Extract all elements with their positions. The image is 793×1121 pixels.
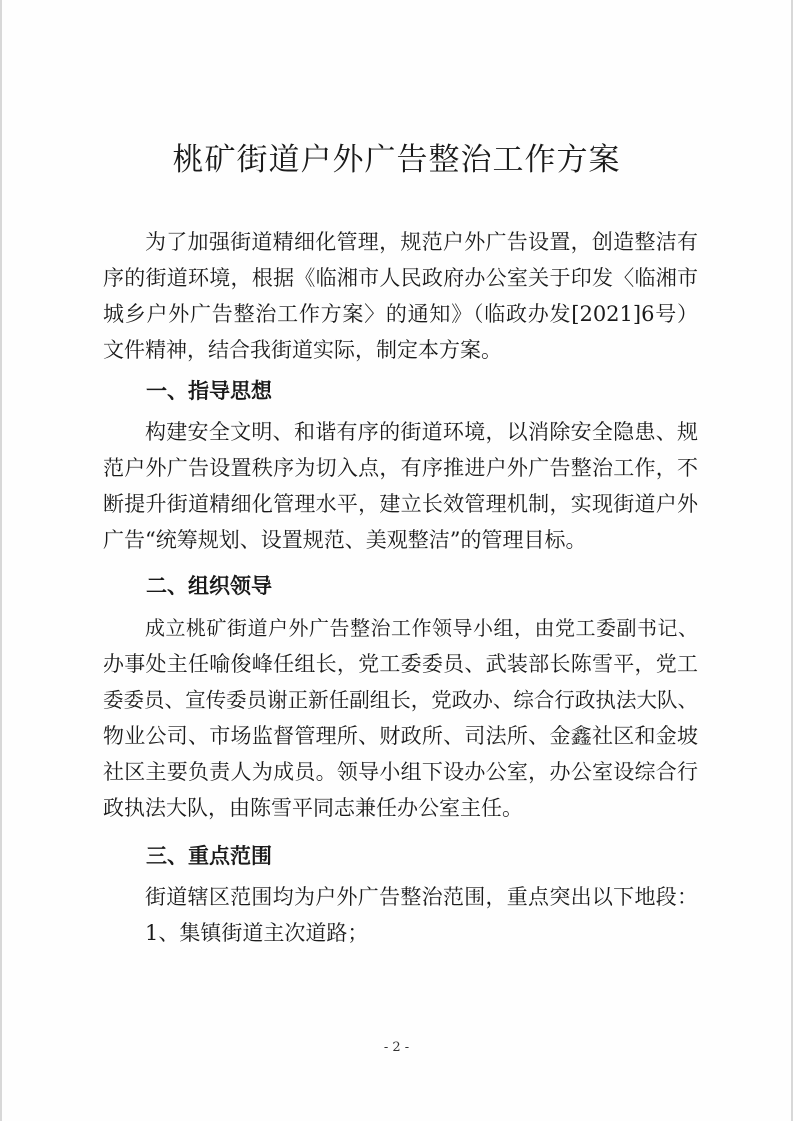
section-3-line: 街道辖区范围均为户外广告整治范围，重点突出以下地段：: [145, 885, 698, 909]
section-1-heading: 一、指导思想: [146, 379, 272, 403]
section-3-line: 1、集镇街道主次道路；: [145, 921, 369, 945]
section-2-line: 办事处主任喻俊峰任组长，党工委委员、武装部长陈雪平，党工: [103, 652, 698, 676]
section-2-heading: 二、组织领导: [146, 574, 272, 598]
section-1-line: 构建安全文明、和谐有序的街道环境，以消除安全隐患、规: [145, 420, 698, 444]
intro-line: 城乡户外广告整治工作方案〉的通知》（临政办发[2021]6号）: [103, 302, 698, 326]
section-3-heading: 三、重点范围: [146, 844, 272, 868]
section-2-line: 委委员、宣传委员谢正新任副组长，党政办、综合行政执法大队、: [103, 688, 698, 712]
document-title: 桃矿街道户外广告整治工作方案: [172, 142, 621, 178]
section-1-line: 广告“统筹规划、设置规范、美观整洁”的管理目标。: [103, 528, 587, 552]
section-1-line: 范户外广告设置秩序为切入点，有序推进户外广告整治工作，不: [103, 456, 698, 480]
section-3-paragraph: [103, 879, 698, 951]
section-1-paragraph: [103, 414, 698, 558]
section-2-line: 物业公司、市场监督管理所、财政所、司法所、金鑫社区和金坡: [103, 724, 698, 748]
section-2-line: 社区主要负责人为成员。领导小组下设办公室，办公室设综合行: [103, 760, 698, 784]
intro-line: 序的街道环境，根据《临湘市人民政府办公室关于印发〈临湘市: [103, 266, 698, 290]
intro-paragraph: [103, 224, 698, 368]
section-2-paragraph: [103, 610, 698, 826]
page-number: - 2 -: [383, 1040, 410, 1055]
intro-line: 文件精神，结合我街道实际，制定本方案。: [103, 338, 502, 362]
section-1-line: 断提升街道精细化管理水平，建立长效管理机制，实现街道户外: [103, 492, 698, 516]
section-2-line: 成立桃矿街道户外广告整治工作领导小组，由党工委副书记、: [145, 616, 698, 640]
intro-line: 为了加强街道精细化管理，规范户外广告设置，创造整洁有: [145, 230, 698, 254]
section-2-line: 政执法大队，由陈雪平同志兼任办公室主任。: [103, 796, 523, 820]
